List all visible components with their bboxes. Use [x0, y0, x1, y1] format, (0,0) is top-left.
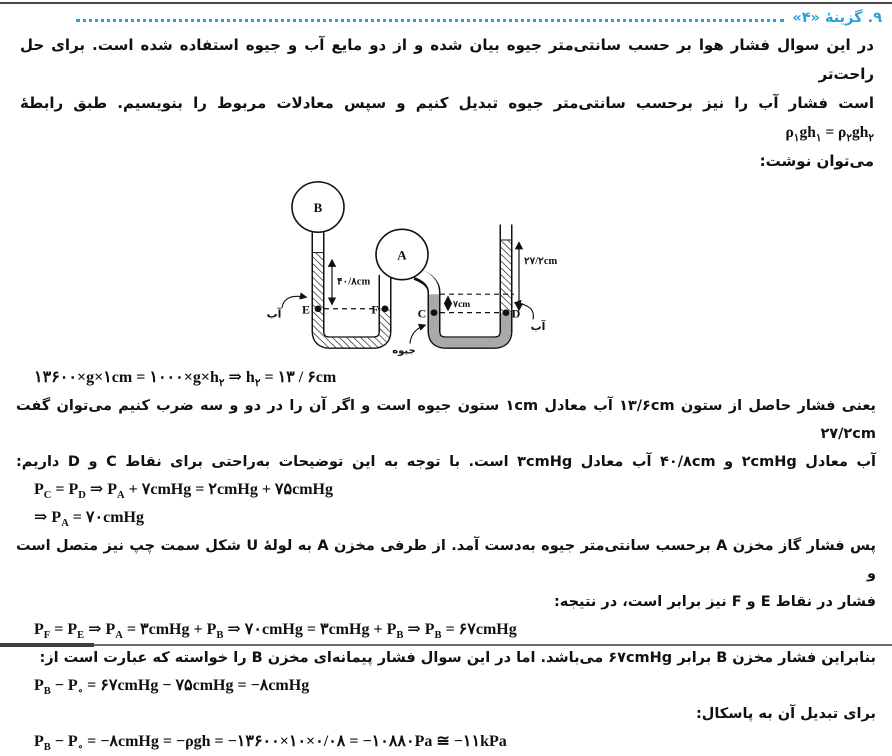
water-label-left: آب [266, 307, 282, 321]
point-f-label: F [371, 302, 379, 317]
explain-line-2: آب معادل ۲cmHg و ۴۰/۸cm آب معادل ۳cmHg است. با توجه به این توضیحات به‌راحتی برای نقاط C و D داریم: [16, 454, 877, 470]
intro-line-1: در این سوال فشار هوا بر حسب سانتی‌متر جیوه بیان شده و از دو مایع آب و جیوه استفاده شده است. برای حل راحت‌تر [20, 36, 874, 83]
page [0, 2, 892, 754]
intro-paragraph [0, 26, 892, 176]
dim-mid-label: ۷cm [453, 299, 471, 310]
point-c-label: C [417, 306, 427, 321]
equation-pf-pe: $P_F = P_E$ ⇒ $P_A$ = ۳cmHg + $P_B$ ⇒ ۷۰cmHg = ۳cmHg + $P_B$ ⇒ $P_B$ = ۶۷cmHg [34, 621, 517, 642]
equation-pa: ⇒ $P_A$ = ۷۰cmHg [34, 509, 144, 530]
explain-line-6: برای تبدیل آن به پاسکال: [695, 706, 876, 722]
intro-line-2-text: است فشار آب را نیز برحسب سانتی‌متر جیوه تبدیل کنیم و سپس معادلات مربوط را بنویسیم. طبق رابطهٔ [20, 94, 874, 112]
vessel-b-label: B [313, 201, 323, 215]
density-relation-formula: $\rho_۱gh_۱ = \rho_۲gh_۲$ [785, 124, 874, 145]
equation-gauge: $P_B - P_\circ$ = ۶۷cmHg − ۷۵cmHg = −۸cmHg [34, 677, 310, 698]
water-label-right: آب [530, 320, 546, 333]
vessel-a-label: A [397, 248, 407, 263]
equation-pascal: $P_B - P_\circ$ = −۸cmHg = −ρgh = −۱۳۶۰۰×۱۰×۰/۰۸ = −۱۰۸۸۰Pa ≅ −۱۱kPa [34, 733, 507, 754]
manometer-diagram [252, 178, 612, 362]
point-d-dot [503, 309, 510, 316]
dimension-40-8 [332, 260, 371, 304]
point-e-dot [315, 305, 322, 312]
dotted-leader [76, 19, 784, 22]
dim-left-label: ۴۰/۸cm [337, 276, 371, 288]
intro-line-3: می‌توان نوشت: [759, 152, 874, 170]
point-d-label: D [511, 306, 521, 321]
water-fill-left [318, 253, 385, 343]
bottom-border [0, 644, 892, 646]
point-f-dot [382, 305, 389, 312]
section-header [0, 4, 892, 26]
point-e-label: E [301, 302, 311, 317]
explain-line-3: پس فشار گاز مخزن A برحسب سانتی‌متر جیوه به‌دست آمد. از طرفی مخزن A به لولهٔ U شکل سمت چپ نیز متصل است و [16, 538, 877, 582]
equation-pc-pd: $P_C = P_D$ ⇒ $P_A$ + ۷cmHg = ۲cmHg + ۷۵cmHg [34, 481, 333, 502]
intro-line-2 [20, 89, 874, 147]
equation-h2: ۱۳۶۰۰×g×۱cm = $۱۰۰۰\times g\times h_۲$ ⇒ $h_۲$ = ۱۳ / ۶cm [34, 369, 337, 390]
dimension-27-2 [519, 243, 558, 310]
explain-line-5: بنابراین فشار مخزن B برابر ۶۷cmHg می‌باشد. اما در این سوال فشار پیمانه‌ای مخزن B را خواسته که عبارت است از: [39, 650, 876, 666]
bottom-border-left-segment [0, 643, 94, 647]
dimension-7 [448, 297, 470, 310]
dim-right-label: ۲۷/۲cm [524, 256, 558, 268]
figure [252, 178, 892, 362]
water-callout-left [267, 296, 306, 320]
point-c-dot [431, 309, 438, 316]
mercury-label: جیوه [392, 345, 416, 357]
solution [0, 362, 892, 756]
option-number-title: ۹. گزینهٔ «۴» [792, 10, 882, 26]
right-u-tube [415, 222, 511, 343]
mercury-callout [392, 325, 425, 356]
explain-line-1: یعنی فشار حاصل از ستون ۱۳/۶cm آب معادل ۱cm ستون جیوه است و اگر آن را در دو و سه ضرب کنیم می‌توان گفت ۲۷/۲cm [16, 398, 876, 442]
explain-line-4: فشار در نقاط E و F نیز برابر است، در نتیجه: [553, 594, 876, 610]
